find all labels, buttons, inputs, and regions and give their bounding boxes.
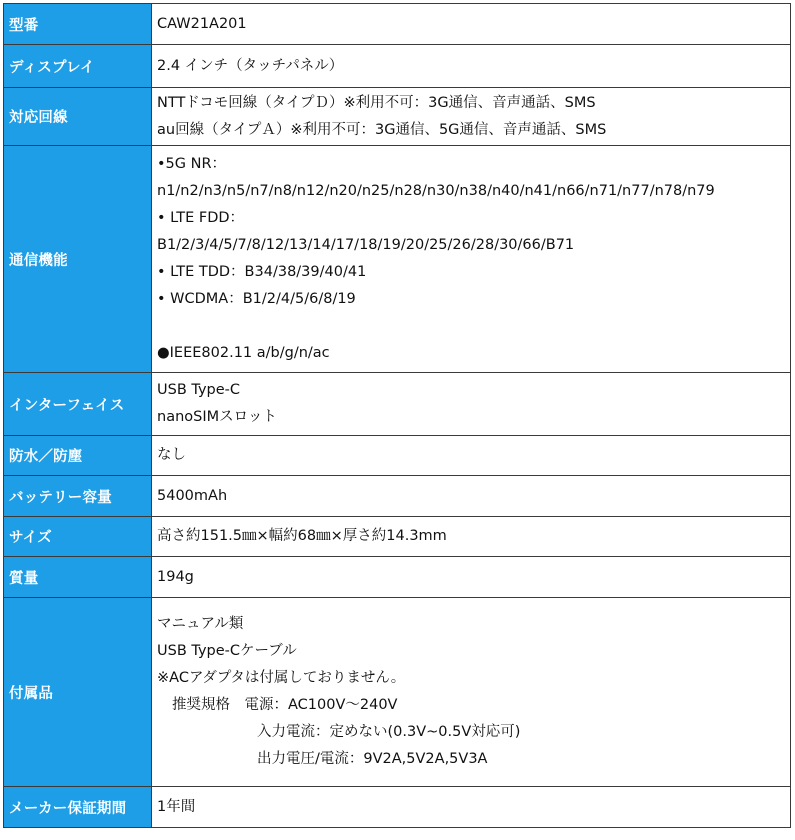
spec-value-line: 194g	[157, 568, 194, 585]
spec-value-line: 1年間	[157, 798, 196, 815]
spec-key: サイズ	[4, 517, 152, 557]
spec-value-line: nanoSIMスロット	[157, 409, 277, 425]
spec-row-waterproof	[4, 436, 791, 476]
spec-value-line: B1/2/3/4/5/7/8/12/13/14/17/18/19/20/25/26/28/30/66/B71	[157, 237, 575, 253]
spec-value	[152, 4, 791, 45]
spec-key: 通信機能	[4, 146, 152, 373]
spec-value	[152, 598, 791, 787]
spec-value-line: • LTE FDD：	[157, 210, 245, 226]
spec-value-line: 推奨規格 電源：AC100V～240V	[172, 697, 398, 713]
spec-value-line: NTTドコモ回線（タイプＤ）※利用不可：3G通信、音声通話、SMS	[157, 94, 596, 111]
spec-value	[152, 45, 791, 88]
spec-key: 型番	[4, 4, 152, 45]
spec-value-line: USB Type-Cケーブル	[157, 643, 297, 659]
spec-key: メーカー保証期間	[4, 787, 152, 828]
spec-value	[152, 557, 791, 598]
spec-row-interface	[4, 373, 791, 436]
spec-key: ディスプレイ	[4, 45, 152, 88]
spec-value	[152, 787, 791, 828]
spec-value-line: USB Type-C	[157, 382, 241, 398]
spec-table	[3, 3, 791, 828]
spec-value-line: 出力電圧/電流：9V2A,5V2A,5V3A	[257, 751, 488, 767]
spec-value-line: 入力電流：定めない(0.3V~0.5V対応可)	[257, 724, 521, 740]
spec-value-line: • WCDMA：B1/2/4/5/6/8/19	[157, 291, 356, 307]
spec-row-battery	[4, 476, 791, 517]
spec-value-line: 2.4 インチ（タッチパネル）	[157, 57, 344, 74]
spec-value-line: ●IEEE802.11 a/b/g/n/ac	[157, 345, 330, 361]
spec-value-line: なし	[157, 447, 186, 463]
spec-value	[152, 373, 791, 436]
spec-key: 付属品	[4, 598, 152, 787]
spec-value-line	[157, 313, 790, 340]
spec-key: バッテリー容量	[4, 476, 152, 517]
spec-value-line: 5400mAh	[157, 487, 228, 504]
spec-value	[152, 476, 791, 517]
spec-row-network	[4, 88, 791, 146]
spec-value	[152, 146, 791, 373]
spec-row-display	[4, 45, 791, 88]
spec-key: 対応回線	[4, 88, 152, 146]
spec-value	[152, 88, 791, 146]
spec-value-line: ※ACアダプタは付属しておりません。	[157, 670, 406, 686]
spec-row-size	[4, 517, 791, 557]
spec-key: 質量	[4, 557, 152, 598]
spec-value-line: CAW21A201	[157, 15, 247, 32]
spec-value-line: 高さ約151.5㎜×幅約68㎜×厚さ約14.3mm	[157, 528, 447, 544]
spec-key: 防水／防塵	[4, 436, 152, 476]
spec-value-line: •5G NR：	[157, 156, 227, 172]
spec-value	[152, 436, 791, 476]
spec-value-line: • LTE TDD：B34/38/39/40/41	[157, 264, 367, 280]
spec-key: インターフェイス	[4, 373, 152, 436]
spec-value	[152, 517, 791, 557]
spec-row-warranty	[4, 787, 791, 828]
spec-row-weight	[4, 557, 791, 598]
spec-value-line: マニュアル類	[157, 616, 244, 632]
spec-value-line: n1/n2/n3/n5/n7/n8/n12/n20/n25/n28/n30/n38/n40/n41/n66/n71/n77/n78/n79	[157, 183, 715, 199]
spec-row-model	[4, 4, 791, 45]
spec-row-communication	[4, 146, 791, 373]
spec-row-accessories	[4, 598, 791, 787]
spec-value-line: au回線（タイプＡ）※利用不可：3G通信、5G通信、音声通話、SMS	[157, 121, 607, 138]
